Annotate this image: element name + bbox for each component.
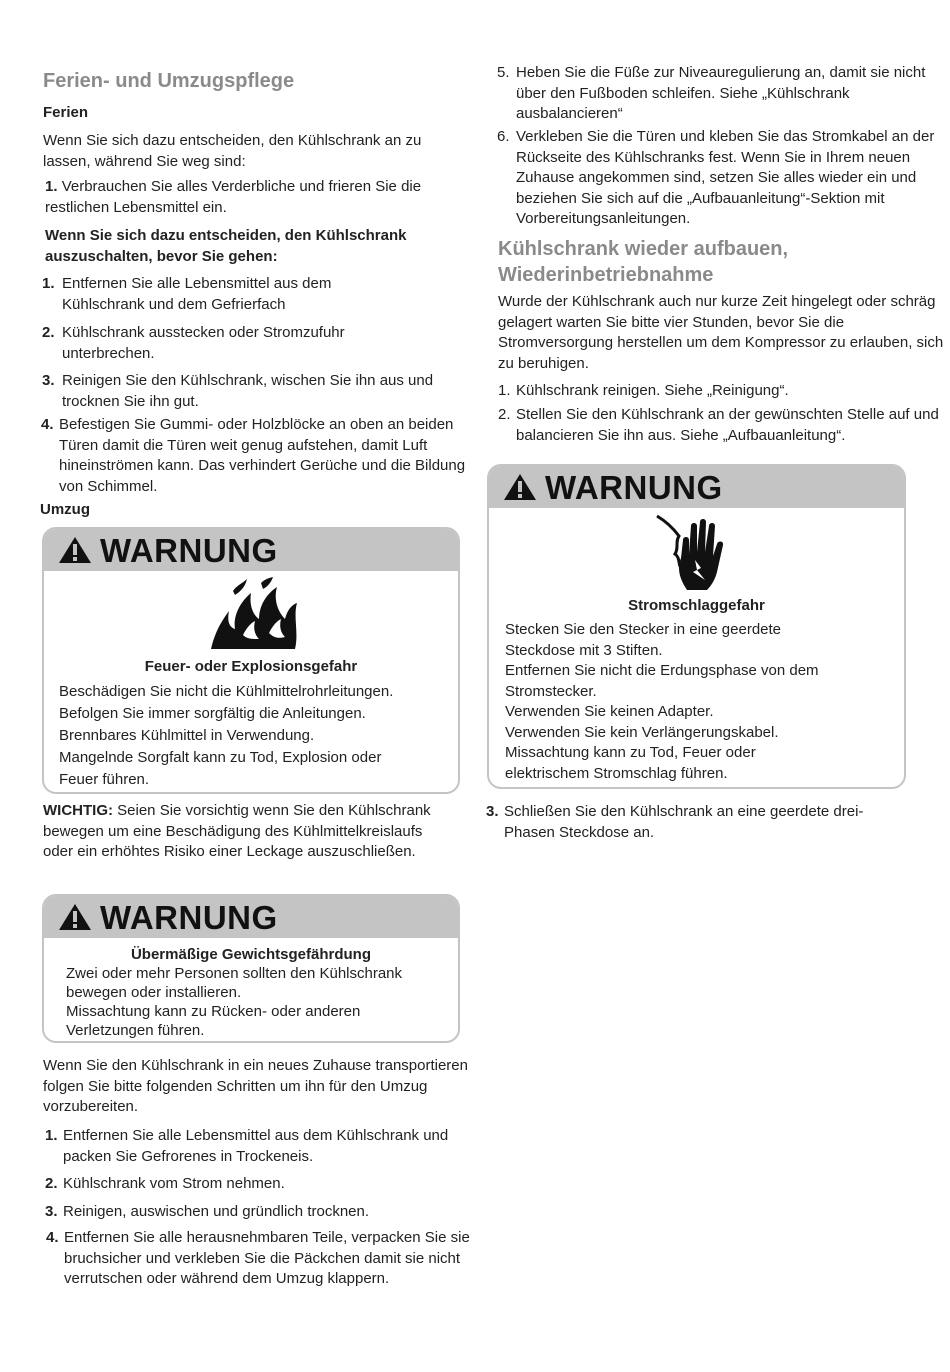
hazard-title: Feuer- oder Explosionsgefahr bbox=[144, 658, 358, 675]
step-text: Schließen Sie den Kühlschrank an eine geerdete drei-Phasen Steckdose an. bbox=[504, 803, 864, 841]
step-text: Reinigen Sie den Kühlschrank, wischen Sie ihn aus und trocknen Sie ihn gut. bbox=[62, 372, 434, 410]
wichtig-label: WICHTIG: bbox=[43, 802, 113, 819]
warning-header bbox=[489, 466, 904, 508]
off-step-2 bbox=[42, 323, 402, 364]
step-text: Kühlschrank vom Strom nehmen. bbox=[63, 1175, 285, 1192]
step-text: Befestigen Sie Gummi- oder Holzblöcke an oben an beiden Türen damit die Türen weit genug aufstehen, damit Luft hineinströmen kann. Das verhindert Gerüche und die Bildung von Schimmel. bbox=[59, 416, 466, 495]
warning-line: Verwenden Sie keinen Adapter. bbox=[505, 703, 714, 720]
step-text: Reinigen, auswischen und gründlich trocknen. bbox=[63, 1203, 370, 1220]
step-number: 2. bbox=[498, 406, 511, 423]
warning-line: Verletzungen führen. bbox=[66, 1022, 205, 1039]
move-step-1 bbox=[45, 1126, 475, 1167]
warning-line: Verwenden Sie kein Verlängerungskabel. bbox=[505, 723, 779, 741]
aufbau-step-1 bbox=[498, 381, 938, 402]
step-number: 3. bbox=[45, 1203, 58, 1220]
aufbau-step-2 bbox=[498, 405, 950, 446]
move-step-5 bbox=[497, 63, 927, 125]
step-number: 2. bbox=[42, 324, 55, 341]
section-title-aufbau-line1: Kühlschrank wieder aufbauen, bbox=[498, 238, 789, 260]
step-number: 3. bbox=[42, 372, 55, 389]
warning-text bbox=[505, 620, 900, 784]
warning-line: Beschädigen Sie nicht die Kühlmittelrohrleitungen. bbox=[59, 683, 394, 700]
wichtig-note bbox=[43, 801, 433, 863]
heading-umzug: Umzug bbox=[40, 501, 90, 518]
warning-label: WARNUNG bbox=[100, 532, 278, 569]
hazard-title: Übermäßige Gewichtsgefährdung bbox=[130, 946, 372, 963]
warning-line: Steckdose mit 3 Stiften. bbox=[505, 641, 663, 659]
electric-shock-hand-icon bbox=[653, 514, 725, 592]
step-text: Heben Sie die Füße zur Niveauregulierung an, damit sie nicht über den Fußboden schleifen. Siehe „Kühlschrank ausbalancieren“ bbox=[516, 64, 926, 122]
warning-line: Missachtung kann zu Rücken- oder anderen bbox=[66, 1003, 361, 1020]
step-number: 3. bbox=[486, 803, 499, 820]
warning-triangle-icon bbox=[58, 903, 92, 931]
section-title-ferien-umzug: Ferien- und Umzugspflege bbox=[43, 70, 295, 92]
move-step-6 bbox=[497, 127, 947, 230]
step-number: 1. bbox=[42, 275, 55, 292]
warning-box-fire bbox=[42, 527, 460, 794]
aufbau-step-3 bbox=[486, 802, 886, 843]
warning-line: elektrischem Stromschlag führen. bbox=[505, 764, 728, 782]
warning-line: Brennbares Kühlmittel in Verwendung. bbox=[59, 727, 315, 744]
step-text: Verbrauchen Sie alles Verderbliche und frieren Sie die restlichen Lebensmittel ein. bbox=[45, 178, 422, 216]
heading-ferien: Ferien bbox=[43, 104, 89, 121]
step-number: 5. bbox=[497, 64, 510, 81]
warning-line: Feuer führen. bbox=[59, 771, 150, 788]
fire-icon bbox=[207, 577, 301, 651]
move-step-4 bbox=[46, 1228, 476, 1290]
warning-label: WARNUNG bbox=[545, 469, 723, 506]
warning-line: Stromstecker. bbox=[505, 682, 597, 700]
step-number: 1. bbox=[45, 1127, 58, 1144]
warning-text bbox=[66, 964, 456, 1040]
ferien-step bbox=[45, 177, 435, 218]
warning-line: Entfernen Sie nicht die Erdungsphase von dem bbox=[505, 662, 819, 679]
step-number: 1. bbox=[45, 178, 58, 195]
step-text: Verkleben Sie die Türen und kleben Sie das Stromkabel an der Rückseite des Kühlschranks fest. Wenn Sie in Ihrem neuen Zuhause angekommen sind, setzen Sie alles wieder ein und beziehen Sie sich auf die „Aufbauanleitung“-Sektion mit Vorbereitungsanleitungen. bbox=[516, 128, 935, 227]
off-step-3 bbox=[42, 371, 462, 412]
step-text: Entfernen Sie alle Lebensmittel aus dem Kühlschrank und packen Sie Gefrorenes in Trockeneis. bbox=[63, 1127, 449, 1165]
warning-line: Befolgen Sie immer sorgfältig die Anleitungen. bbox=[59, 705, 366, 722]
move-step-3 bbox=[45, 1202, 475, 1223]
wichtig-text: Seien Sie vorsichtig wenn Sie den Kühlschrank bewegen um eine Beschädigung des Kühlmittelkreislaufs oder ein erhöhtes Risiko einer Leckage auszuschließen. bbox=[43, 802, 431, 860]
step-number: 4. bbox=[46, 1229, 59, 1246]
warning-line: Missachtung kann zu Tod, Feuer oder bbox=[505, 744, 756, 761]
warning-header bbox=[44, 896, 458, 938]
section-title-aufbau-line2: Wiederinbetriebnahme bbox=[498, 264, 714, 286]
move-step-2 bbox=[45, 1174, 475, 1195]
step-number: 1. bbox=[498, 382, 511, 399]
warning-line: bewegen oder installieren. bbox=[66, 984, 242, 1001]
warning-header bbox=[44, 529, 458, 571]
off-step-1 bbox=[42, 274, 392, 315]
warning-line: Zwei oder mehr Personen sollten den Kühlschrank bbox=[66, 965, 403, 982]
heading-ausschalten: Wenn Sie sich dazu entscheiden, den Kühlschrank auszuschalten, bevor Sie gehen: bbox=[45, 227, 407, 265]
warning-triangle-icon bbox=[58, 536, 92, 564]
hazard-title: Stromschlaggefahr bbox=[628, 597, 765, 614]
off-step-4 bbox=[41, 415, 481, 497]
step-number: 2. bbox=[45, 1175, 58, 1192]
warning-triangle-icon bbox=[503, 473, 537, 501]
step-number: 4. bbox=[41, 416, 54, 433]
umzug-intro: Wenn Sie den Kühlschrank in ein neues Zuhause transportieren folgen Sie bitte folgenden Schritten um ihn für den Umzug vorzubereiten. bbox=[43, 1057, 468, 1115]
step-text: Entfernen Sie alle herausnehmbaren Teile, verpacken Sie sie bruchsicher und verkleben Sie die Päckchen damit sie nicht verrutschen oder während dem Umzug klappern. bbox=[64, 1229, 470, 1287]
ferien-intro: Wenn Sie sich dazu entscheiden, den Kühlschrank an zu lassen, während Sie weg sind: bbox=[43, 132, 422, 170]
step-number: 6. bbox=[497, 128, 510, 145]
warning-box-shock bbox=[487, 464, 906, 789]
warning-text bbox=[59, 681, 454, 791]
step-text: Entfernen Sie alle Lebensmittel aus dem Kühlschrank und dem Gefrierfach bbox=[62, 275, 332, 313]
warning-line: Mangelnde Sorgfalt kann zu Tod, Explosion oder bbox=[59, 749, 382, 766]
warning-label: WARNUNG bbox=[100, 899, 278, 936]
warning-box-weight bbox=[42, 894, 460, 1043]
aufbau-intro: Wurde der Kühlschrank auch nur kurze Zeit hingelegt oder schräg gelagert warten Sie bitte vier Stunden, bevor Sie die Stromversorgung herstellen um dem Kompressor zu erlauben, sich zu beruhigen. bbox=[498, 293, 944, 372]
step-text: Stellen Sie den Kühlschrank an der gewünschten Stelle auf und balancieren Sie ihn aus. Siehe „Aufbauanleitung“. bbox=[516, 406, 939, 444]
step-text: Kühlschrank ausstecken oder Stromzufuhr unterbrechen. bbox=[62, 324, 345, 362]
step-text: Kühlschrank reinigen. Siehe „Reinigung“. bbox=[516, 382, 789, 399]
warning-line: Stecken Sie den Stecker in eine geerdete bbox=[505, 621, 782, 638]
